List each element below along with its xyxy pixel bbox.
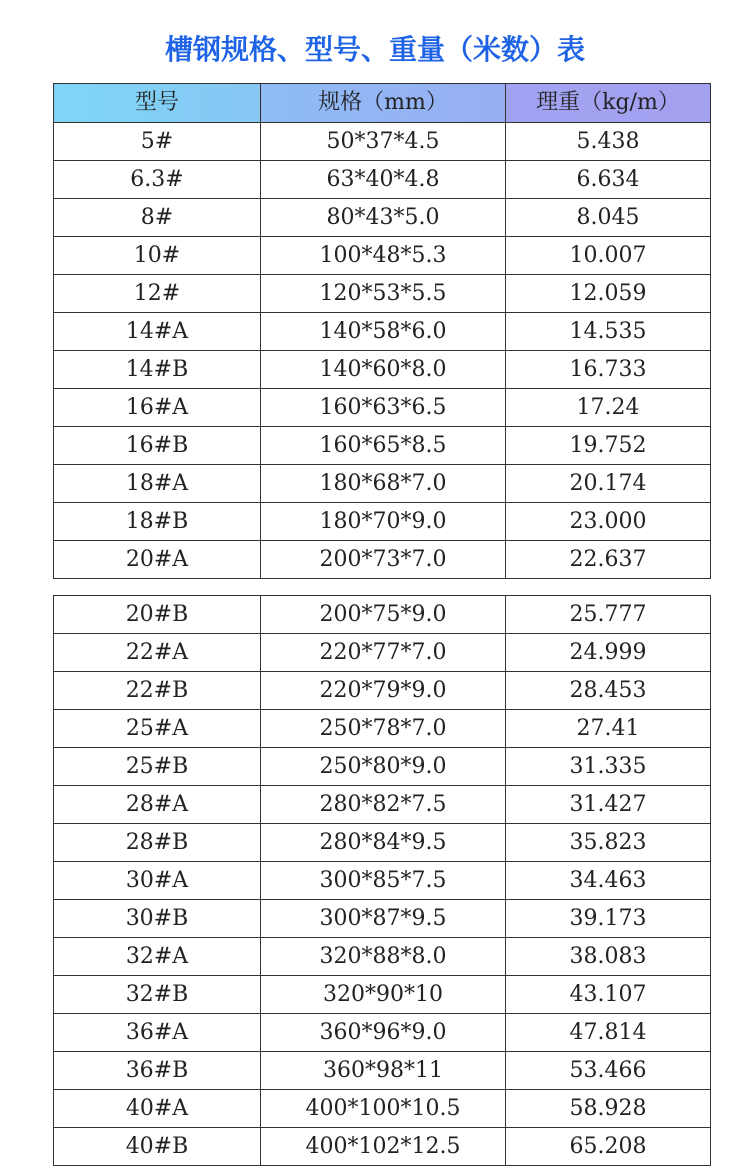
cell-weight: 39.173 bbox=[506, 900, 711, 938]
cell-spec: 300*85*7.5 bbox=[261, 862, 506, 900]
cell-model: 40#B bbox=[54, 1128, 261, 1166]
cell-weight: 20.174 bbox=[506, 465, 711, 503]
table-row bbox=[54, 900, 711, 938]
table-row bbox=[54, 503, 711, 541]
cell-weight: 58.928 bbox=[506, 1090, 711, 1128]
cell-model: 5# bbox=[54, 123, 261, 161]
table-row bbox=[54, 1052, 711, 1090]
cell-weight: 16.733 bbox=[506, 351, 711, 389]
cell-model: 30#B bbox=[54, 900, 261, 938]
header-row bbox=[54, 84, 711, 123]
table-row bbox=[54, 710, 711, 748]
table-row bbox=[54, 786, 711, 824]
cell-weight: 35.823 bbox=[506, 824, 711, 862]
cell-model: 14#A bbox=[54, 313, 261, 351]
cell-weight: 38.083 bbox=[506, 938, 711, 976]
cell-weight: 31.335 bbox=[506, 748, 711, 786]
table-row bbox=[54, 824, 711, 862]
cell-spec: 320*90*10 bbox=[261, 976, 506, 1014]
table-body-1 bbox=[54, 123, 711, 579]
table-row bbox=[54, 389, 711, 427]
cell-model: 14#B bbox=[54, 351, 261, 389]
cell-weight: 25.777 bbox=[506, 596, 711, 634]
cell-model: 32#B bbox=[54, 976, 261, 1014]
cell-weight: 22.637 bbox=[506, 541, 711, 579]
cell-weight: 10.007 bbox=[506, 237, 711, 275]
cell-model: 6.3# bbox=[54, 161, 261, 199]
cell-model: 25#A bbox=[54, 710, 261, 748]
cell-model: 18#B bbox=[54, 503, 261, 541]
cell-weight: 12.059 bbox=[506, 275, 711, 313]
cell-weight: 27.41 bbox=[506, 710, 711, 748]
cell-spec: 200*73*7.0 bbox=[261, 541, 506, 579]
cell-spec: 80*43*5.0 bbox=[261, 199, 506, 237]
cell-spec: 220*79*9.0 bbox=[261, 672, 506, 710]
cell-spec: 140*58*6.0 bbox=[261, 313, 506, 351]
cell-weight: 8.045 bbox=[506, 199, 711, 237]
cell-weight: 5.438 bbox=[506, 123, 711, 161]
cell-weight: 17.24 bbox=[506, 389, 711, 427]
table-row bbox=[54, 938, 711, 976]
cell-weight: 47.814 bbox=[506, 1014, 711, 1052]
table-row bbox=[54, 862, 711, 900]
table-row bbox=[54, 1090, 711, 1128]
cell-weight: 34.463 bbox=[506, 862, 711, 900]
spec-table-part-1 bbox=[53, 83, 711, 579]
cell-model: 25#B bbox=[54, 748, 261, 786]
header-spec: 规格（mm） bbox=[261, 84, 506, 123]
cell-spec: 50*37*4.5 bbox=[261, 123, 506, 161]
cell-model: 20#A bbox=[54, 541, 261, 579]
cell-model: 28#A bbox=[54, 786, 261, 824]
cell-model: 12# bbox=[54, 275, 261, 313]
cell-model: 10# bbox=[54, 237, 261, 275]
cell-spec: 400*102*12.5 bbox=[261, 1128, 506, 1166]
cell-model: 32#A bbox=[54, 938, 261, 976]
table-row bbox=[54, 1014, 711, 1052]
cell-model: 22#B bbox=[54, 672, 261, 710]
cell-spec: 100*48*5.3 bbox=[261, 237, 506, 275]
table-row bbox=[54, 161, 711, 199]
table-row bbox=[54, 123, 711, 161]
cell-model: 40#A bbox=[54, 1090, 261, 1128]
cell-weight: 65.208 bbox=[506, 1128, 711, 1166]
cell-model: 20#B bbox=[54, 596, 261, 634]
cell-model: 8# bbox=[54, 199, 261, 237]
table-header bbox=[54, 84, 711, 123]
cell-spec: 360*98*11 bbox=[261, 1052, 506, 1090]
cell-model: 36#B bbox=[54, 1052, 261, 1090]
cell-spec: 160*65*8.5 bbox=[261, 427, 506, 465]
cell-spec: 220*77*7.0 bbox=[261, 634, 506, 672]
cell-spec: 280*82*7.5 bbox=[261, 786, 506, 824]
table-row bbox=[54, 275, 711, 313]
cell-spec: 140*60*8.0 bbox=[261, 351, 506, 389]
table-row bbox=[54, 351, 711, 389]
cell-model: 28#B bbox=[54, 824, 261, 862]
spec-table-part-2 bbox=[53, 595, 711, 1166]
cell-weight: 19.752 bbox=[506, 427, 711, 465]
table-row bbox=[54, 1128, 711, 1166]
cell-weight: 23.000 bbox=[506, 503, 711, 541]
cell-model: 22#A bbox=[54, 634, 261, 672]
table-row bbox=[54, 976, 711, 1014]
table-body-2 bbox=[54, 596, 711, 1166]
cell-spec: 250*80*9.0 bbox=[261, 748, 506, 786]
table-row bbox=[54, 541, 711, 579]
cell-model: 30#A bbox=[54, 862, 261, 900]
table-row bbox=[54, 748, 711, 786]
cell-spec: 280*84*9.5 bbox=[261, 824, 506, 862]
table-row bbox=[54, 313, 711, 351]
cell-weight: 24.999 bbox=[506, 634, 711, 672]
cell-spec: 180*70*9.0 bbox=[261, 503, 506, 541]
cell-spec: 320*88*8.0 bbox=[261, 938, 506, 976]
table-row bbox=[54, 672, 711, 710]
cell-weight: 14.535 bbox=[506, 313, 711, 351]
cell-spec: 120*53*5.5 bbox=[261, 275, 506, 313]
cell-spec: 250*78*7.0 bbox=[261, 710, 506, 748]
table-row bbox=[54, 465, 711, 503]
table-row bbox=[54, 634, 711, 672]
cell-spec: 360*96*9.0 bbox=[261, 1014, 506, 1052]
cell-weight: 28.453 bbox=[506, 672, 711, 710]
header-model: 型号 bbox=[54, 84, 261, 123]
table-row bbox=[54, 199, 711, 237]
cell-model: 16#B bbox=[54, 427, 261, 465]
cell-model: 18#A bbox=[54, 465, 261, 503]
cell-model: 16#A bbox=[54, 389, 261, 427]
page-title: 槽钢规格、型号、重量（米数）表 bbox=[164, 33, 585, 66]
cell-spec: 400*100*10.5 bbox=[261, 1090, 506, 1128]
cell-model: 36#A bbox=[54, 1014, 261, 1052]
cell-weight: 6.634 bbox=[506, 161, 711, 199]
table-row bbox=[54, 237, 711, 275]
cell-spec: 160*63*6.5 bbox=[261, 389, 506, 427]
cell-spec: 63*40*4.8 bbox=[261, 161, 506, 199]
table-row bbox=[54, 596, 711, 634]
cell-spec: 300*87*9.5 bbox=[261, 900, 506, 938]
cell-spec: 180*68*7.0 bbox=[261, 465, 506, 503]
header-weight: 理重（kg/m） bbox=[506, 84, 711, 123]
cell-spec: 200*75*9.0 bbox=[261, 596, 506, 634]
cell-weight: 43.107 bbox=[506, 976, 711, 1014]
cell-weight: 53.466 bbox=[506, 1052, 711, 1090]
table-row bbox=[54, 427, 711, 465]
cell-weight: 31.427 bbox=[506, 786, 711, 824]
